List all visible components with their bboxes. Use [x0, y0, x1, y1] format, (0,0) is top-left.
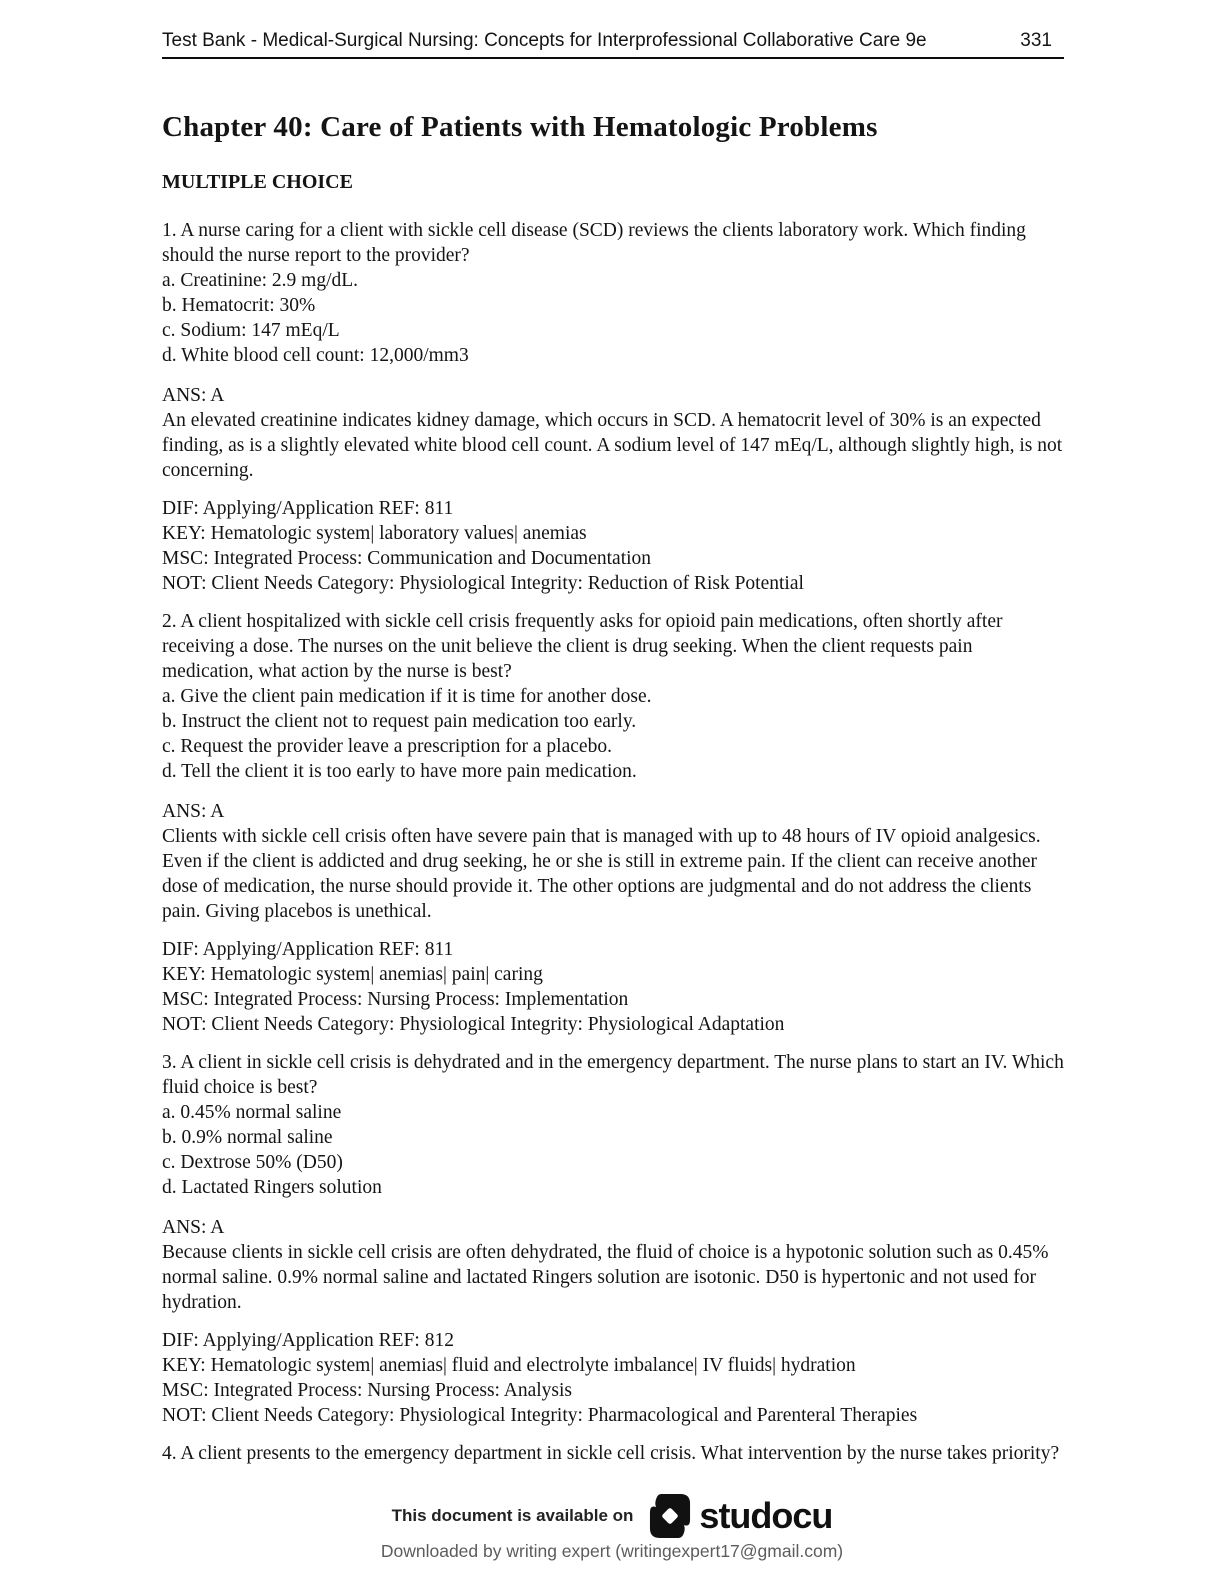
page-header: [162, 30, 1064, 59]
page-number: 331: [1020, 30, 1052, 51]
studocu-banner: [0, 1493, 1224, 1539]
studocu-brandmark: [649, 1493, 832, 1539]
answer-option-d: d. Tell the client it is too early to have more pain medication.: [162, 761, 637, 782]
question-block-3: [162, 1050, 1064, 1428]
answer-line: ANS: A: [162, 1217, 225, 1238]
answer-option-a: a. 0.45% normal saline: [162, 1102, 342, 1123]
downloaded-by-text: Downloaded by writing expert (writingexpert17@gmail.com): [380, 1541, 844, 1561]
question-block-1: [162, 218, 1064, 596]
answer-option-c: c. Request the provider leave a prescription for a placebo.: [162, 736, 612, 757]
not-line: NOT: Client Needs Category: Physiological Integrity: Physiological Adaptation: [162, 1014, 785, 1035]
key-line: KEY: Hematologic system| anemias| fluid and electrolyte imbalance| IV fluids| hydration: [162, 1355, 856, 1376]
document-content: [162, 111, 1064, 1466]
not-line: NOT: Client Needs Category: Physiological Integrity: Reduction of Risk Potential: [162, 573, 804, 594]
dif-line: DIF: Applying/Application REF: 811: [162, 498, 454, 519]
question-stem: 4. A client presents to the emergency department in sickle cell crisis. What intervention by the nurse takes priority?: [162, 1443, 1060, 1464]
answer-option-a: a. Give the client pain medication if it is time for another dose.: [162, 686, 652, 707]
msc-line: MSC: Integrated Process: Nursing Process: Implementation: [162, 989, 629, 1010]
answer-line: ANS: A: [162, 801, 225, 822]
chapter-title: Chapter 40: Care of Patients with Hematologic Problems: [162, 111, 878, 143]
section-label: MULTIPLE CHOICE: [162, 171, 353, 193]
answer-line: ANS: A: [162, 385, 225, 406]
dif-line: DIF: Applying/Application REF: 812: [162, 1330, 454, 1351]
answer-option-a: a. Creatinine: 2.9 mg/dL.: [162, 270, 359, 291]
question-stem: 3. A client in sickle cell crisis is dehydrated and in the emergency department. The nurse plans to start an IV. Which fluid choice is best?: [162, 1052, 1064, 1098]
studocu-wordmark: studocu: [699, 1495, 833, 1536]
dif-line: DIF: Applying/Application REF: 811: [162, 939, 454, 960]
rationale: Clients with sickle cell crisis often have severe pain that is managed with up to 48 hours of IV opioid analgesics. Even if the client is addicted and drug seeking, he or she is still in extreme pain. If the client can receive another dose of medication, the nurse should provide it. The other options are judgmental and do not address the clients pain. Giving placebos is unethical.: [162, 826, 1041, 922]
rationale: Because clients in sickle cell crisis are often dehydrated, the fluid of choice is a hypotonic solution such as 0.45% normal saline. 0.9% normal saline and lactated Ringers solution are isotonic. D50 is hypertonic and not used for hydration.: [162, 1242, 1049, 1313]
answer-option-d: d. White blood cell count: 12,000/mm3: [162, 345, 469, 366]
page-footer: [0, 1493, 1224, 1562]
msc-line: MSC: Integrated Process: Nursing Process: Analysis: [162, 1380, 573, 1401]
question-stem: 2. A client hospitalized with sickle cell crisis frequently asks for opioid pain medications, often shortly after receiving a dose. The nurses on the unit believe the client is drug seeking. When the client requests pain medication, what action by the nurse is best?: [162, 611, 1003, 682]
answer-option-b: b. Hematocrit: 30%: [162, 295, 316, 316]
question-stem: 1. A nurse caring for a client with sickle cell disease (SCD) reviews the clients laboratory work. Which finding should the nurse report to the provider?: [162, 220, 1026, 266]
key-line: KEY: Hematologic system| laboratory values| anemias: [162, 523, 587, 544]
available-on-text: This document is available on: [391, 1506, 634, 1525]
answer-option-b: b. Instruct the client not to request pain medication too early.: [162, 711, 637, 732]
not-line: NOT: Client Needs Category: Physiological Integrity: Pharmacological and Parenteral Therapies: [162, 1405, 918, 1426]
question-block-2: [162, 609, 1064, 1037]
rationale: An elevated creatinine indicates kidney damage, which occurs in SCD. A hematocrit level of 30% is an expected finding, as is a slightly elevated white blood cell count. A sodium level of 147 mEq/L, although slightly high, is not concerning.: [162, 410, 1063, 481]
answer-option-b: b. 0.9% normal saline: [162, 1127, 333, 1148]
answer-option-c: c. Dextrose 50% (D50): [162, 1152, 343, 1173]
header-title: Test Bank - Medical-Surgical Nursing: Concepts for Interprofessional Collaborative Care 9e: [162, 30, 927, 51]
answer-option-d: d. Lactated Ringers solution: [162, 1177, 382, 1198]
key-line: KEY: Hematologic system| anemias| pain| caring: [162, 964, 543, 985]
question-block-4: [162, 1441, 1064, 1466]
studocu-logo-icon: [649, 1493, 691, 1539]
msc-line: MSC: Integrated Process: Communication and Documentation: [162, 548, 652, 569]
answer-option-c: c. Sodium: 147 mEq/L: [162, 320, 340, 341]
